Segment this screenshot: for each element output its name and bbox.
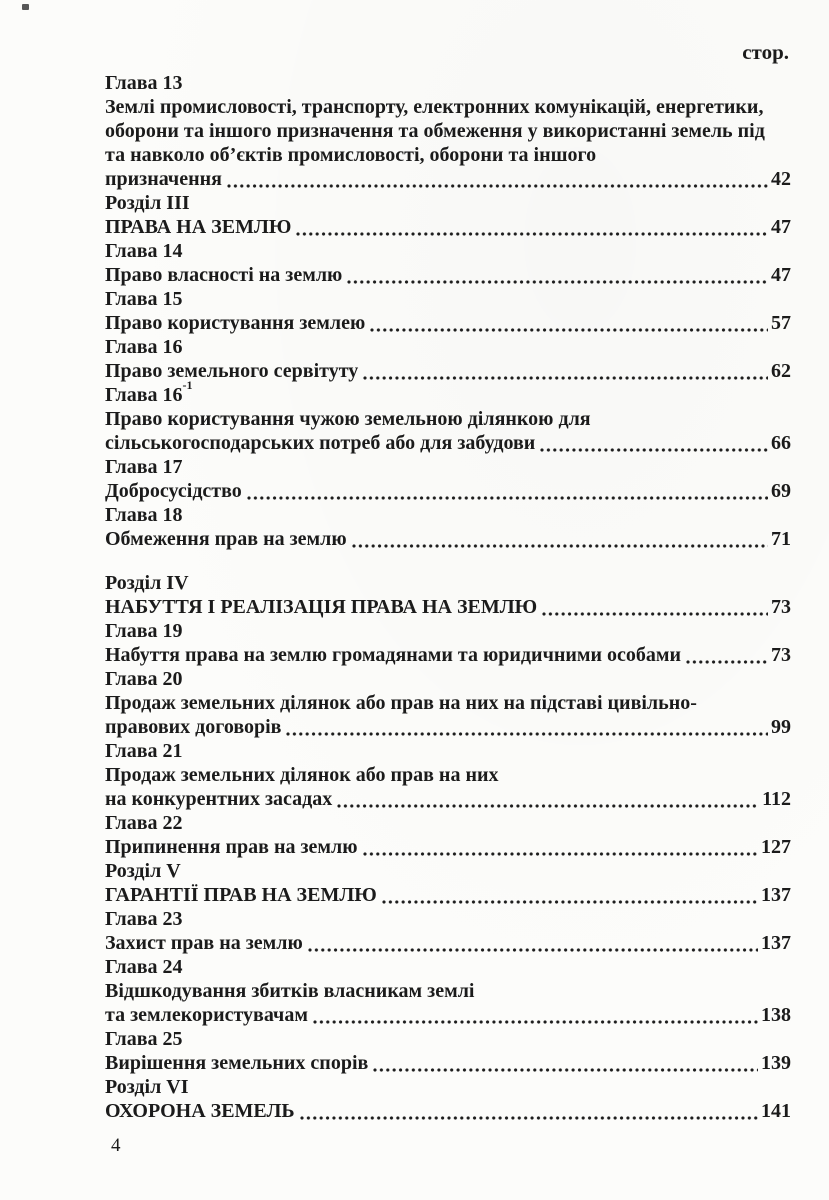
toc-text: Глава 14: [105, 240, 183, 262]
toc-text: Глава 18: [105, 504, 183, 526]
toc-entry-line: [105, 643, 791, 667]
toc-text: НАБУТТЯ І РЕАЛІЗАЦІЯ ПРАВА НА ЗЕМЛЮ: [105, 596, 538, 618]
toc-entry-line: [105, 311, 791, 335]
toc-title-line: [105, 119, 791, 143]
dot-leader: [347, 263, 768, 287]
toc-page-number: 99: [771, 716, 791, 738]
toc-text: Припинення прав на землю: [105, 836, 358, 858]
toc-section-label: [105, 859, 791, 883]
toc-text: ОХОРОНА ЗЕМЕЛЬ: [105, 1100, 295, 1122]
toc-text: Глава 20: [105, 668, 183, 690]
toc-title-line: [105, 763, 791, 787]
toc-entry-line: [105, 883, 791, 907]
toc-chapter-label: [105, 955, 791, 979]
dot-leader: [373, 1051, 758, 1075]
dot-leader: [247, 479, 768, 503]
dot-leader: [352, 527, 768, 551]
toc-title-line: [105, 691, 791, 715]
toc-text: Глава 13: [105, 72, 183, 94]
toc-entry-line: [105, 215, 791, 239]
toc-entry-line: [105, 263, 791, 287]
toc-text: Захист прав на землю: [105, 932, 303, 954]
toc-chapter-label: [105, 739, 791, 763]
dot-leader: [686, 643, 768, 667]
toc-list: [105, 71, 791, 1123]
toc-chapter-label: [105, 503, 791, 527]
toc-chapter-label: [105, 455, 791, 479]
toc-page-number: 137: [761, 932, 791, 954]
toc-chapter-label: [105, 811, 791, 835]
toc-chapter-label: [105, 667, 791, 691]
toc-text: Розділ VI: [105, 1076, 189, 1098]
toc-entry-line: [105, 527, 791, 551]
toc-chapter-label: Глава 16 -1: [105, 378, 193, 406]
toc-text: на конкурентних засадах: [105, 788, 333, 810]
toc-entry-line: [105, 1051, 791, 1075]
toc-chapter-label: [105, 287, 791, 311]
toc-text: сільськогосподарських потреб або для забудови: [105, 432, 536, 454]
dot-leader: [542, 595, 768, 619]
toc-entry-line: [105, 1099, 791, 1123]
toc-text: Право власності на землю: [105, 264, 343, 286]
toc-page-number: 139: [761, 1052, 791, 1074]
toc-page-number: 69: [771, 480, 791, 502]
dot-leader: [540, 431, 768, 455]
dot-leader: [337, 787, 759, 811]
toc-page-number: 127: [761, 836, 791, 858]
toc-text: Глава 25: [105, 1028, 183, 1050]
toc-section-label: [105, 571, 791, 595]
toc-chapter-label: [105, 335, 791, 359]
dot-leader: [363, 359, 768, 383]
toc-chapter-label: [105, 239, 791, 263]
toc-entry-line: [105, 931, 791, 955]
toc-entry-line: [105, 835, 791, 859]
toc-text: Вирішення земельних спорів: [105, 1052, 369, 1074]
toc-page-number: 66: [771, 432, 791, 454]
toc-title-line: [105, 407, 791, 431]
toc-text: Глава 23: [105, 908, 183, 930]
toc-chapter-label: [105, 1027, 791, 1051]
toc-page-number: 141: [761, 1100, 791, 1122]
toc-text: призначення: [105, 168, 222, 190]
toc-chapter-label: [105, 71, 791, 95]
toc-text: Розділ V: [105, 860, 181, 882]
dot-leader: [296, 215, 768, 239]
dot-leader: [313, 1003, 758, 1027]
toc-page-number: 138: [761, 1004, 791, 1026]
toc-page-number: 71: [771, 528, 791, 550]
toc-text: Право користування чужою земельною ділянкою для: [105, 408, 591, 430]
toc-title-line: [105, 143, 791, 167]
toc-section-label: [105, 191, 791, 215]
toc-text: Відшкодування збитків власникам землі: [105, 980, 475, 1002]
toc-text: Обмеження прав на землю: [105, 528, 347, 550]
toc-text: ГАРАНТІЇ ПРАВ НА ЗЕМЛЮ: [105, 884, 377, 906]
toc-entry-line: [105, 479, 791, 503]
toc-page-number: 137: [761, 884, 791, 906]
toc-text: Добросусідство: [105, 480, 242, 502]
toc-text: Глава 21: [105, 740, 183, 762]
toc-entry-line: [105, 359, 791, 383]
toc-text: Землі промисловості, транспорту, електронних комунікацій, енергетики,: [105, 96, 764, 118]
toc-text: Продаж земельних ділянок або прав на них на підставі цивільно-: [105, 692, 697, 714]
toc-page-number: 62: [771, 360, 791, 382]
toc-text: Глава 16: [105, 384, 183, 406]
page-column-heading: стор.: [742, 40, 789, 64]
toc-page-number: 112: [762, 788, 791, 810]
toc-page-number: 47: [771, 216, 791, 238]
toc-text: Глава 19: [105, 620, 183, 642]
toc-text: та навколо об’єктів промисловості, оборони та іншого: [105, 144, 597, 166]
toc-entry-line: [105, 787, 791, 811]
toc-page-number: 57: [771, 312, 791, 334]
toc-entry-line: [105, 167, 791, 191]
toc-title-line: [105, 95, 791, 119]
toc-text: Набуття права на землю громадянами та юридичними особами: [105, 644, 682, 666]
toc-text: Глава 17: [105, 456, 183, 478]
toc-section-label: [105, 1075, 791, 1099]
toc-entry-line: [105, 595, 791, 619]
toc-entry-line: [105, 715, 791, 739]
toc-text: Розділ III: [105, 192, 190, 214]
toc-text: Глава 22: [105, 812, 183, 834]
toc-text: Глава 16: [105, 336, 183, 358]
toc-text: правових договорів: [105, 716, 282, 738]
toc-text: Розділ IV: [105, 572, 189, 594]
toc-page-number: 47: [771, 264, 791, 286]
toc-page-number: 42: [771, 168, 791, 190]
toc-chapter-label: [105, 619, 791, 643]
toc-page-number: 73: [771, 596, 791, 618]
dot-leader: [363, 835, 758, 859]
toc-text: та землекористувачам: [105, 1004, 308, 1026]
toc-text: Право земельного сервітуту: [105, 360, 359, 382]
toc-text: Право користування землею: [105, 312, 366, 334]
page-number: 4: [111, 1135, 121, 1156]
dot-leader: [227, 167, 768, 191]
toc-title-line: [105, 979, 791, 1003]
toc-text: оборони та іншого призначення та обмеження у використанні земель під: [105, 120, 765, 142]
dot-leader: [382, 883, 758, 907]
toc-text: Глава 15: [105, 288, 183, 310]
dot-leader: [286, 715, 768, 739]
toc-chapter-label: [105, 907, 791, 931]
toc-page-number: 73: [771, 644, 791, 666]
dot-leader: [300, 1099, 758, 1123]
toc-text: ПРАВА НА ЗЕМЛЮ: [105, 216, 292, 238]
toc-section-gap: [105, 551, 791, 571]
toc-entry-line: [105, 1003, 791, 1027]
toc-text: Глава 24: [105, 956, 183, 978]
dot-leader: [308, 931, 758, 955]
toc-entry-line: [105, 431, 791, 455]
scan-speck: [22, 4, 29, 10]
toc-text: Продаж земельних ділянок або прав на них: [105, 764, 499, 786]
dot-leader: [370, 311, 768, 335]
